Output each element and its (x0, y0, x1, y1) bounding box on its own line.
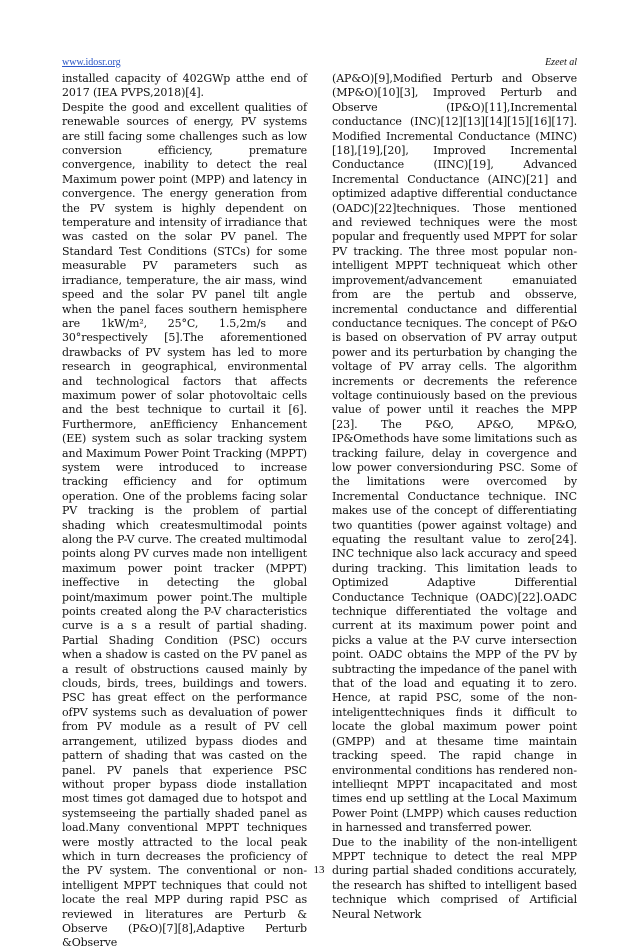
paragraph-right-2: Due to the inability of the non-intelligent MPPT technique to detect the real MPP during partial shaded conditions accurately, the research has shifted to intelligent based technique which comprised of Artificial Neural Network (332, 835, 577, 921)
right-column (332, 72, 577, 922)
author-text: Ezeet al (545, 57, 577, 68)
left-column (62, 72, 307, 951)
page-number: 13 (313, 864, 325, 876)
running-author (545, 57, 577, 68)
journal-website[interactable]: www.idosr.org (62, 57, 121, 68)
paragraph-right-1: (AP&O)[9],Modified Perturb and Observe (MP&O)[10][3], Improved Perturb and Observe (IP&O)[11],Incremental conductance (INC)[12][13][14][15][16][17]. Modified Incremental Conductance (MINC)[18],[19],[20], Improved Incremental Conductance (IINC)[19], Advanced Incremental Conductance (AINC)[21] and optimized adaptive differential conductance (OADC)[22]techniques. Those mentioned and reviewed techniques were the most popular and frequently used MPPT for solar PV tracking. The three most popular non-intelligent MPPT techniqueat which other improvement/advancement emanuiated from are the pertub and obsserve, incremental conductance and differential conductance tecniques. The concept of P&O is based on observation of PV array output power and its perturbation by changing the voltage of PV array cells. The algorithm increments or decrements the reference voltage continuiously based on the previous value of power until it reaches the MPP [23]. The P&O, AP&O, MP&O, IP&Omethods have some limitations such as tracking failure, delay in covergence and low power conversionduring PSC. Some of the limitations were overcomed by Incremental Conductance technique. INC makes use of the concept of differentiating two quantities (power against voltage) and equating the resultant value to zero[24]. INC technique also lack accuracy and speed during tracking. This limitation leads to Optimized Adaptive Differential Conductance Technique (OADC)[22].OADC technique differentiated the voltage and current at its maximum power point and picks a value at the P-V curve intersection point. OADC obtains the MPP of the PV by subtracting the impedance of the panel with that of the load and equating it to zero. Hence, at rapid PSC, some of the non-inteligenttechniques finds it difficult to locate the global maximum power point (GMPP) and at thesame time maintain tracking speed. The rapid change in environmental conditions has rendered non-intellieqnt MPPT incapacitated and most times end up settling at the Local Maximum Power Point (LMPP) which causes reduction in harnessed and transferred power. (332, 72, 577, 835)
paragraph-left-2: Despite the good and excellent qualities of renewable sources of energy, PV systems are still facing some challenges such as low conversion efficiency, premature convergence, inability to detect the real Maximum power point (MPP) and latency in convergence. The energy generation from the PV system is highly dependent on temperature and intensity of irradiance that was casted on the solar PV panel. The Standard Test Conditions (STCs) for some measurable PV parameters such as irradiance, temperature, the air mass, wind speed and the solar PV panel tilt angle when the panel faces southern hemisphere are 1kW/m², 25°C, 1.5,2m/s and 30°respectively [5].The aforementioned drawbacks of PV system has led to more research in geographical, environmental and technological factors that affects maximum power of solar photovoltaic cells and the best technique to curtail it [6]. Furthermore, anEfficiency Enhancement (EE) system such as solar tracking system and Maximum Power Point Tracking (MPPT) system were introduced to increase tracking efficiency and for optimum operation. One of the problems facing solar PV tracking is the problem of partial shading which createsmultimodal points along the P-V curve. The created multimodal points along PV curves made non intelligent maximum power point tracker (MPPT) ineffective in detecting the global point/maximum power point.The multiple points created along the P-V characteristics curve is a s a result of partial shading. Partial Shading Condition (PSC) occurs when a shadow is casted on the PV panel as a result of obstructions caused mainly by clouds, birds, trees, buildings and towers. PSC has great effect on the performance ofPV systems such as devaluation of power from PV module as a result of PV cell arrangement, utilized bypass diodes and pattern of shading that was casted on the panel. PV panels that experience PSC without proper bypass diode installation most times got damaged due to hotspot and systemseeing the partially shaded panel as load.Many conventional MPPT techniques were mostly attracted to the local peak which in turn decreases the proficiency of the PV system. The conventional or non-intelligent MPPT techniques that could not locate the real MPP during rapid PSC as reviewed in literatures are Perturb & Observe (P&O)[7][8],Adaptive Perturb &Observe (62, 100, 307, 950)
paragraph-left-1: installed capacity of 402GWp atthe end of 2017 (IEA PVPS,2018)[4]. (62, 72, 307, 100)
